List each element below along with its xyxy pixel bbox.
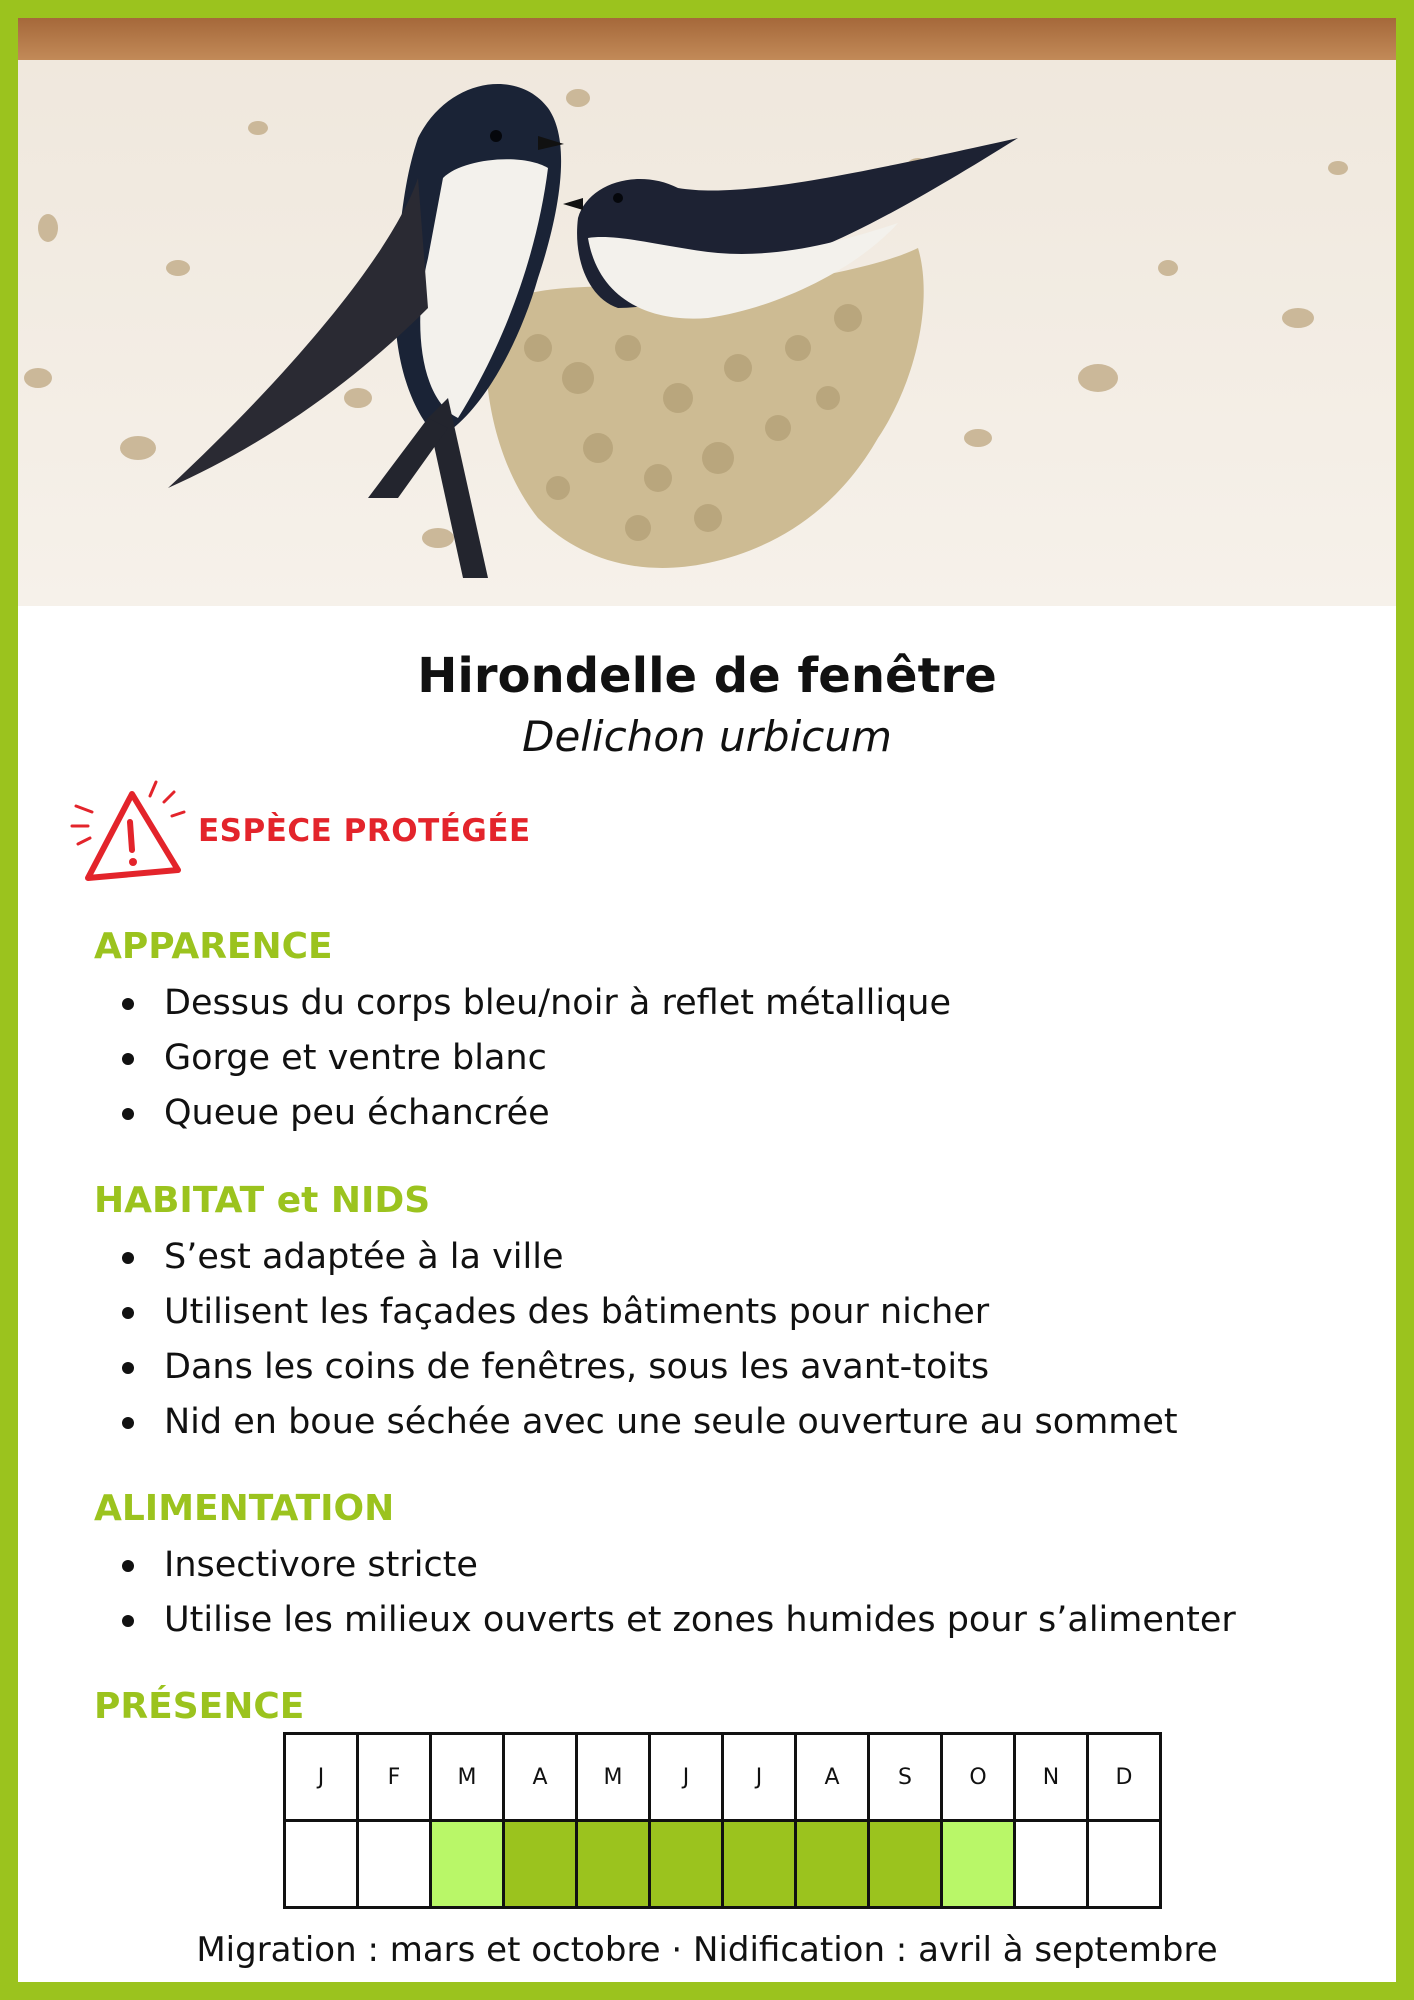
month-label: M <box>431 1734 504 1821</box>
warning-triangle-icon <box>70 774 190 888</box>
list-item: Dans les coins de fenêtres, sous les avant-toits <box>94 1340 1344 1395</box>
list-item: Utilise les milieux ouverts et zones humides pour s’alimenter <box>94 1593 1344 1648</box>
presence-calendar <box>283 1732 1162 1909</box>
list-item: S’est adaptée à la ville <box>94 1230 1344 1285</box>
section-title-presence: PRÉSENCE <box>94 1686 305 1727</box>
month-label: S <box>869 1734 942 1821</box>
section-habitat <box>94 1178 1344 1450</box>
list-item: Gorge et ventre blanc <box>94 1031 1344 1086</box>
month-label: M <box>577 1734 650 1821</box>
habitat-list <box>94 1230 1344 1450</box>
section-title-apparence: APPARENCE <box>94 926 333 967</box>
month-label: F <box>358 1734 431 1821</box>
month-status-cell <box>285 1821 358 1908</box>
month-status-cell <box>577 1821 650 1908</box>
month-label: O <box>942 1734 1015 1821</box>
month-status-cell <box>869 1821 942 1908</box>
month-status-cell <box>431 1821 504 1908</box>
list-item: Utilisent les façades des bâtiments pour nicher <box>94 1285 1344 1340</box>
swallow-nest-photo <box>18 18 1396 606</box>
month-status-cell <box>358 1821 431 1908</box>
month-label: A <box>504 1734 577 1821</box>
apparence-list <box>94 976 1344 1141</box>
list-item: Nid en boue séchée avec une seule ouverture au sommet <box>94 1395 1344 1450</box>
list-item: Queue peu échancrée <box>94 1086 1344 1141</box>
month-status-cell <box>796 1821 869 1908</box>
month-label: D <box>1088 1734 1161 1821</box>
month-status-cell <box>504 1821 577 1908</box>
month-status-cell <box>723 1821 796 1908</box>
calendar-status-row <box>285 1821 1161 1908</box>
section-presence <box>94 1684 1344 1736</box>
month-status-cell <box>1015 1821 1088 1908</box>
month-label: J <box>723 1734 796 1821</box>
list-item: Insectivore stricte <box>94 1538 1344 1593</box>
month-label: N <box>1015 1734 1088 1821</box>
section-title-habitat: HABITAT et NIDS <box>94 1180 431 1221</box>
month-label: A <box>796 1734 869 1821</box>
calendar-month-row <box>285 1734 1161 1821</box>
alimentation-list <box>94 1538 1344 1648</box>
month-status-cell <box>650 1821 723 1908</box>
section-title-alimentation: ALIMENTATION <box>94 1488 395 1529</box>
species-common-name: Hirondelle de fenêtre <box>417 648 997 704</box>
protected-species-notice <box>70 774 531 888</box>
presence-legend: Migration : mars et octobre · Nidification : avril à septembre <box>196 1930 1218 1970</box>
species-scientific-name: Delichon urbicum <box>522 712 892 761</box>
section-alimentation <box>94 1486 1344 1648</box>
month-label: J <box>285 1734 358 1821</box>
month-label: J <box>650 1734 723 1821</box>
month-status-cell <box>1088 1821 1161 1908</box>
list-item: Dessus du corps bleu/noir à reflet métallique <box>94 976 1344 1031</box>
protected-species-label: ESPÈCE PROTÉGÉE <box>198 813 531 849</box>
month-status-cell <box>942 1821 1015 1908</box>
section-apparence <box>94 924 1344 1141</box>
